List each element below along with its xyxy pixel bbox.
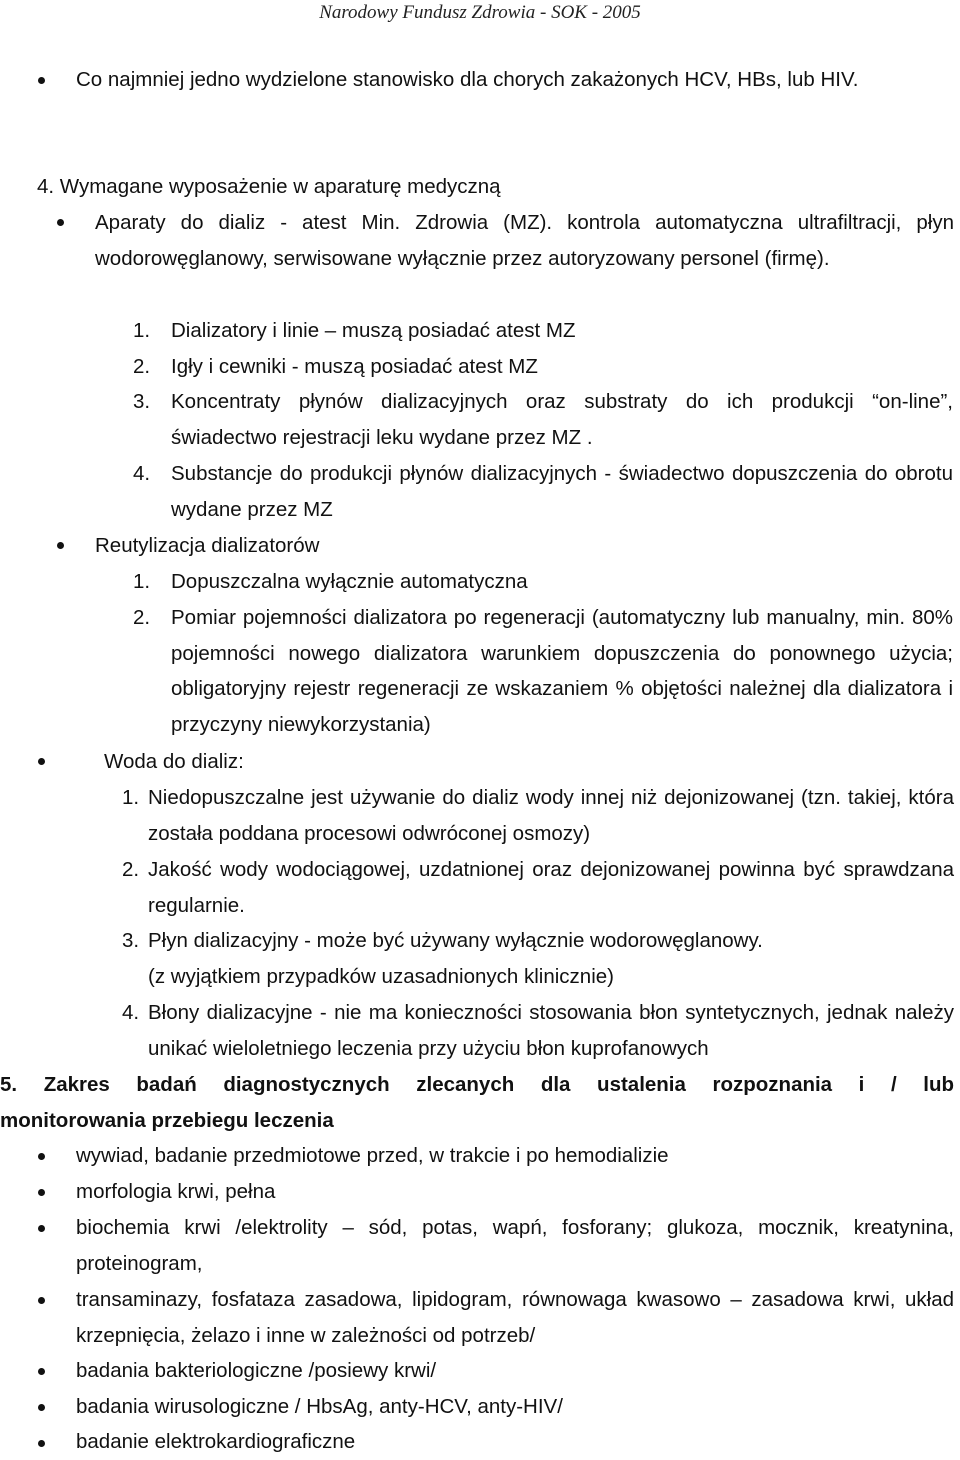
bullet1-item-4: 4. Substancje do produkcji płynów dializacyjnych - świadectwo dopuszczenia do obrotu wydane przez MZ	[133, 462, 953, 521]
bullet2-item-1: 1. Dopuszczalna wyłącznie automatyczna	[133, 570, 528, 593]
bullet1-item-2: 2. Igły i cewniki - muszą posiadać atest MZ	[133, 355, 538, 378]
intro-bullet-text: Co najmniej jedno wydzielone stanowisko dla chorych zakażonych HCV, HBs, lub HIV.	[76, 68, 859, 91]
bullet-dot	[38, 1368, 45, 1375]
bullet-dot	[57, 542, 64, 549]
section4-bullet3: Woda do dializ:	[104, 750, 244, 773]
bullet3-item-1: 1. Niedopuszczalne jest używanie do dializ wody innej niż dejonizowanej (tzn. takiej, która została poddana procesowi odwróconej osmozy)	[122, 786, 954, 845]
section4-bullet1: Aparaty do dializ - atest Min. Zdrowia (MZ). kontrola automatyczna ultrafiltracji, płyn wodorowęglanowy, serwisowane wyłącznie przez autoryzowany personel (firmę).	[95, 211, 954, 270]
section5-bullet-1: wywiad, badanie przedmiotowe przed, w trakcie i po hemodializie	[76, 1144, 669, 1167]
bullet-dot	[38, 77, 45, 84]
section5-bullet-6: badania wirusologiczne / HbsAg, anty-HCV, anty-HIV/	[76, 1395, 563, 1418]
section5-bullet-3: biochemia krwi /elektrolity – sód, potas, wapń, fosforany; glukoza, mocznik, kreatynina, proteinogram,	[76, 1216, 954, 1275]
page-header: Narodowy Fundusz Zdrowia - SOK - 2005	[319, 2, 641, 23]
bullet-dot	[38, 1297, 45, 1304]
section5-bullet-7: badanie elektrokardiograficzne	[76, 1430, 356, 1453]
section5-title-line2: monitorowania przebiegu leczenia	[0, 1109, 334, 1132]
bullet-dot	[38, 1189, 45, 1196]
bullet-dot	[57, 219, 64, 226]
bullet3-item-3: 3. Płyn dializacyjny - może być używany wyłącznie wodorowęglanowy.	[122, 929, 763, 952]
bullet1-item-3: 3. Koncentraty płynów dializacyjnych oraz substraty do ich produkcji “on-line”, świadectwo rejestracji leku wydane przez MZ .	[133, 390, 953, 449]
bullet-dot	[38, 1225, 45, 1232]
bullet1-item-1: 1. Dializatory i linie – muszą posiadać atest MZ	[133, 319, 576, 342]
bullet-dot	[38, 758, 45, 765]
bullet-dot	[38, 1153, 45, 1160]
bullet3-item-3-note: (z wyjątkiem przypadków uzasadnionych klinicznie)	[148, 965, 614, 988]
bullet3-item-4: 4. Błony dializacyjne - nie ma konieczności stosowania błon syntetycznych, jednak należy unikać wieloletniego leczenia przy użyciu błon kuprofanowych	[122, 1001, 954, 1060]
bullet2-item-2: 2. Pomiar pojemności dializatora po regeneracji (automatyczny lub manualny, min. 80% pojemności nowego dializatora warunkiem dopuszczenia do ponownego użycia; obligatoryjny rejestr regeneracji ze wskazaniem % objętości należnej dla dializatora i przyczyny niewykorzystania)	[133, 606, 953, 736]
section5-title-line1: 5. Zakres badań diagnostycznych zlecanych dla ustalenia rozpoznania i / lub	[0, 1073, 954, 1096]
section5-bullet-4: transaminazy, fosfataza zasadowa, lipidogram, równowaga kwasowo – zasadowa krwi, układ krzepnięcia, żelazo i inne w zależności od potrzeb/	[76, 1288, 954, 1347]
bullet-dot	[38, 1404, 45, 1411]
section5-bullet-5: badania bakteriologiczne /posiewy krwi/	[76, 1359, 437, 1382]
intro-bullet	[76, 62, 954, 98]
section4-bullet2: Reutylizacja dializatorów	[95, 534, 320, 557]
section4-title: 4. Wymagane wyposażenie w aparaturę medyczną	[37, 175, 501, 198]
section5-bullet-2: morfologia krwi, pełna	[76, 1180, 276, 1203]
bullet3-item-2: 2. Jakość wody wodociągowej, uzdatnionej oraz dejonizowanej powinna być sprawdzana regularnie.	[122, 858, 954, 917]
bullet-dot	[38, 1440, 45, 1447]
